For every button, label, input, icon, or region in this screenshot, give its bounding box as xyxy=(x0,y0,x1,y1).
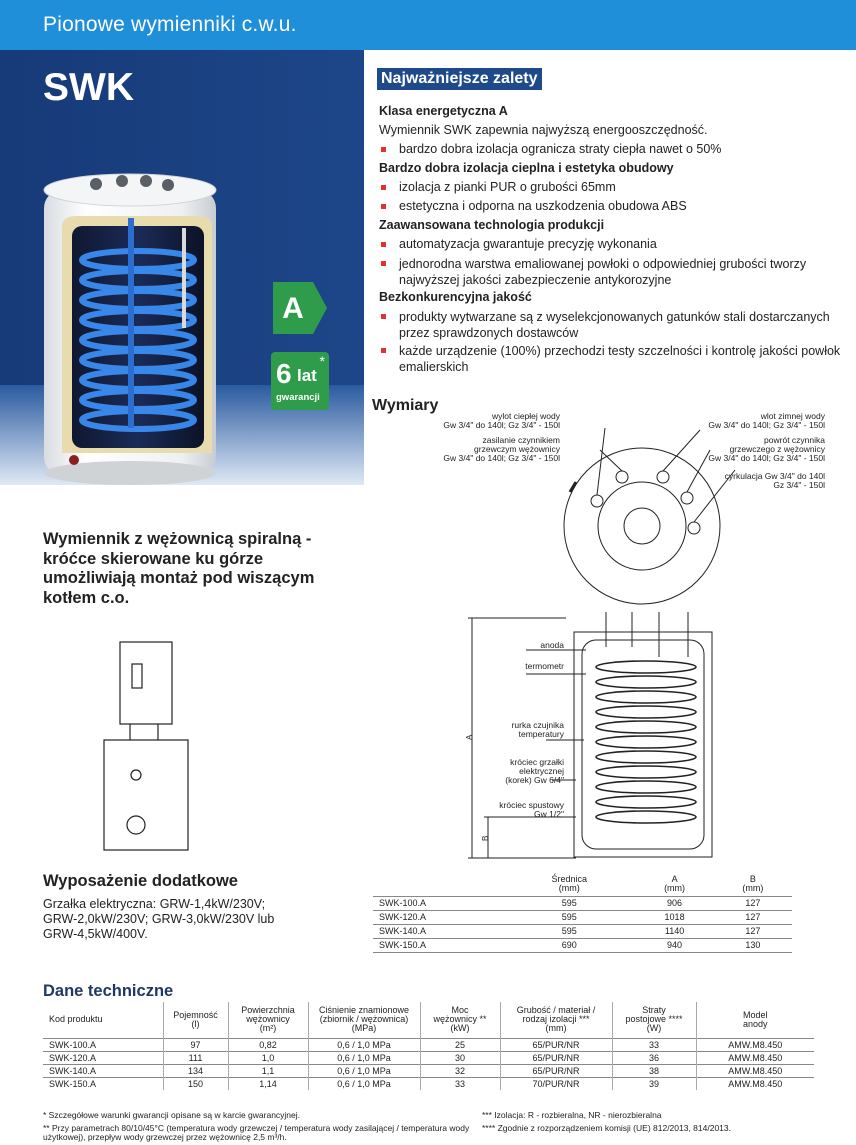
cell: 111 xyxy=(163,1051,228,1064)
boiler-mount-diagram xyxy=(100,640,190,850)
dim-a-label: A xyxy=(465,734,474,740)
top-bar xyxy=(0,0,856,50)
label-cold-inlet: wlot zimnej wody Gw 3/4" do 140l; Gz 3/4" - 150l xyxy=(708,411,825,430)
label-thermometer: termometr xyxy=(525,661,564,671)
cell: SWK-120.A xyxy=(43,1051,163,1064)
product-name: SWK xyxy=(43,66,134,109)
footnote-power: ** Przy parametrach 80/10/45°C (temperatura wody grzewczej / temperatura wody zasilającej / temperatura wody użytkowej), przepływ wody grzewczej przez wężownicę 2,5 m³/h. xyxy=(43,1123,470,1142)
table-row xyxy=(43,1038,814,1051)
cell: 0,82 xyxy=(228,1038,308,1051)
tech-header: Powierzchnia wężownicy (m²) xyxy=(228,1002,308,1038)
cell: 127 xyxy=(714,924,792,938)
cell: 1140 xyxy=(635,924,713,938)
warranty-badge-icon xyxy=(271,352,329,410)
label-anode: anoda xyxy=(540,640,564,650)
warranty-word: gwarancji xyxy=(276,392,320,403)
cell: SWK-140.A xyxy=(373,924,503,938)
cell: 32 xyxy=(420,1064,500,1077)
cell: SWK-140.A xyxy=(43,1064,163,1077)
cell: 0,6 / 1,0 MPa xyxy=(308,1077,420,1090)
tech-header: Grubość / materiał / rodzaj izolacji *** (mm) xyxy=(500,1002,612,1038)
cell: 595 xyxy=(503,910,635,924)
footnote-insulation: *** Izolacja: R - rozbieralna, NR - nierozbieralna xyxy=(482,1110,662,1120)
advantage-bullet: bardzo dobra izolacja ogranicza straty ciepła nawet o 50% xyxy=(379,140,849,159)
label-sensor-tube: rurka czujnika temperatury xyxy=(511,720,564,739)
cell: 39 xyxy=(612,1077,696,1090)
cell: 36 xyxy=(612,1051,696,1064)
page-category-title: Pionowe wymienniki c.w.u. xyxy=(43,13,297,36)
cell: 1,0 xyxy=(228,1051,308,1064)
cell: 130 xyxy=(714,938,792,952)
cell: SWK-150.A xyxy=(373,938,503,952)
cell: 127 xyxy=(714,910,792,924)
cell: SWK-100.A xyxy=(43,1038,163,1051)
tech-header: Moc wężownicy ** (kW) xyxy=(420,1002,500,1038)
label-heating-return: powrót czynnika grzewczego z wężownicy Gw 3/4" do 140l; Gz 3/4" - 150l xyxy=(708,435,825,463)
advantage-intro: Wymiennik SWK zapewnia najwyższą energooszczędność. xyxy=(379,123,708,137)
accessories-text: Grzałka elektryczna: GRW-1,4kW/230V; GRW-2,0kW/230V; GRW-3,0kW/230V lub GRW-4,5kW/400V. xyxy=(43,897,275,941)
advantage-bullet: automatyzacja gwarantuje precyzję wykonania xyxy=(379,235,849,254)
advantage-bullet: jednorodna warstwa emaliowanej powłoki o odpowiedniej grubości tworzy najwyższej jakości zabezpieczenie antykorozyjne xyxy=(379,254,849,288)
advantages-list xyxy=(379,102,849,375)
table-row xyxy=(373,938,792,952)
cell: 595 xyxy=(503,896,635,910)
cell: 1,1 xyxy=(228,1064,308,1077)
advantage-heading: Klasa energetyczna A xyxy=(379,104,508,118)
footnote-regulation: **** Zgodnie z rozporządzeniem komisji (UE) 812/2013, 814/2013. xyxy=(482,1123,731,1133)
table-row xyxy=(373,924,792,938)
dim-b-label: B xyxy=(481,835,490,841)
tank-cutaway-image xyxy=(36,168,226,488)
dims-header: Średnica (mm) xyxy=(551,873,587,893)
advantage-heading: Bardzo dobra izolacja cieplna i estetyka obudowy xyxy=(379,161,674,175)
cell: 127 xyxy=(714,896,792,910)
table-row xyxy=(43,1064,814,1077)
tech-header: Kod produktu xyxy=(43,1002,163,1038)
label-circulation: cyrkulacja Gw 3/4" do 140l Gz 3/4" - 150l xyxy=(724,471,825,490)
product-description: Wymiennik z wężownicą spiralną - króćce skierowane ku górze umożliwiają montaż pod wiszącym kotłem c.o. xyxy=(43,530,315,607)
cell: 0,6 / 1,0 MPa xyxy=(308,1064,420,1077)
dimensions-table xyxy=(373,872,792,953)
cell: 33 xyxy=(420,1077,500,1090)
label-heating-supply: zasilanie czynnikiem grzewczym wężownicy Gw 3/4" do 140l; Gz 3/4" - 150l xyxy=(443,435,560,463)
footnote-warranty: * Szczegółowe warunki gwarancji opisane są w karcie gwarancyjnej. xyxy=(43,1110,301,1120)
cell: 65/PUR/NR xyxy=(500,1064,612,1077)
dimensions-title: Wymiary xyxy=(372,397,439,414)
cell: 70/PUR/NR xyxy=(500,1077,612,1090)
cell: 1,14 xyxy=(228,1077,308,1090)
cell: 940 xyxy=(635,938,713,952)
warranty-star: * xyxy=(319,353,325,369)
cell: 65/PUR/NR xyxy=(500,1051,612,1064)
warranty-unit: lat xyxy=(297,366,317,385)
label-drain-port: króciec spustowy Gw 1/2" xyxy=(499,800,564,819)
advantage-heading: Bezkonkurencyjna jakość xyxy=(379,290,532,304)
accessories-title: Wyposażenie dodatkowe xyxy=(43,872,238,890)
advantage-bullet: produkty wytwarzane są z wyselekcjonowanych gatunków stali dostarczanych przez sprawdzonych dostawców xyxy=(379,307,849,341)
cell: SWK-120.A xyxy=(373,910,503,924)
energy-class-label: A xyxy=(282,292,304,325)
cell: SWK-100.A xyxy=(373,896,503,910)
cell: 134 xyxy=(163,1064,228,1077)
cell: 0,6 / 1,0 MPa xyxy=(308,1051,420,1064)
cell: 690 xyxy=(503,938,635,952)
tech-header: Model anody xyxy=(742,1009,768,1029)
dims-header: B (mm) xyxy=(742,873,764,893)
table-row xyxy=(43,1051,814,1064)
energy-class-a-icon xyxy=(271,280,329,336)
cell: 595 xyxy=(503,924,635,938)
advantages-title: Najważniejsze zalety xyxy=(377,68,542,90)
cell: AMW.M8.450 xyxy=(696,1064,814,1077)
tech-header: Ciśnienie znamionowe (zbiornik / wężownica) (MPa) xyxy=(308,1002,420,1038)
cell: 0,6 / 1,0 MPa xyxy=(308,1038,420,1051)
tank-section-diagram xyxy=(466,612,726,867)
advantage-bullet: każde urządzenie (100%) przechodzi testy szczelności i kontrolę jakości powłok emalierskich xyxy=(379,341,849,375)
label-hot-outlet: wylot ciepłej wody Gw 3/4" do 140l; Gz 3/4" - 150l xyxy=(443,411,560,430)
cell: 65/PUR/NR xyxy=(500,1038,612,1051)
cell: AMW.M8.450 xyxy=(696,1038,814,1051)
warranty-years: 6 xyxy=(276,358,292,389)
dims-header xyxy=(373,872,503,896)
cell: 38 xyxy=(612,1064,696,1077)
cell: 1018 xyxy=(635,910,713,924)
label-heater-port: króciec grzałki elektrycznej (korek) Gw 6/4" xyxy=(505,757,564,785)
tank-top-view-diagram xyxy=(560,420,740,610)
cell: 150 xyxy=(163,1077,228,1090)
tech-table xyxy=(43,1002,814,1090)
cell: AMW.M8.450 xyxy=(696,1077,814,1090)
tech-header: Pojemność (l) xyxy=(163,1002,228,1038)
cell: 33 xyxy=(612,1038,696,1051)
dims-header: A (mm) xyxy=(664,873,686,893)
table-row xyxy=(373,910,792,924)
cell: 30 xyxy=(420,1051,500,1064)
cell: 906 xyxy=(635,896,713,910)
cell: 97 xyxy=(163,1038,228,1051)
advantage-bullet: estetyczna i odporna na uszkodzenia obudowa ABS xyxy=(379,197,849,216)
cell: AMW.M8.450 xyxy=(696,1051,814,1064)
cell: SWK-150.A xyxy=(43,1077,163,1090)
tech-title: Dane techniczne xyxy=(43,982,174,1000)
table-row xyxy=(373,896,792,910)
advantage-heading: Zaawansowana technologia produkcji xyxy=(379,218,605,232)
table-row xyxy=(43,1077,814,1090)
advantage-bullet: izolacja z pianki PUR o grubości 65mm xyxy=(379,178,849,197)
cell: 25 xyxy=(420,1038,500,1051)
tech-header: Straty postojowe **** (W) xyxy=(612,1002,696,1038)
